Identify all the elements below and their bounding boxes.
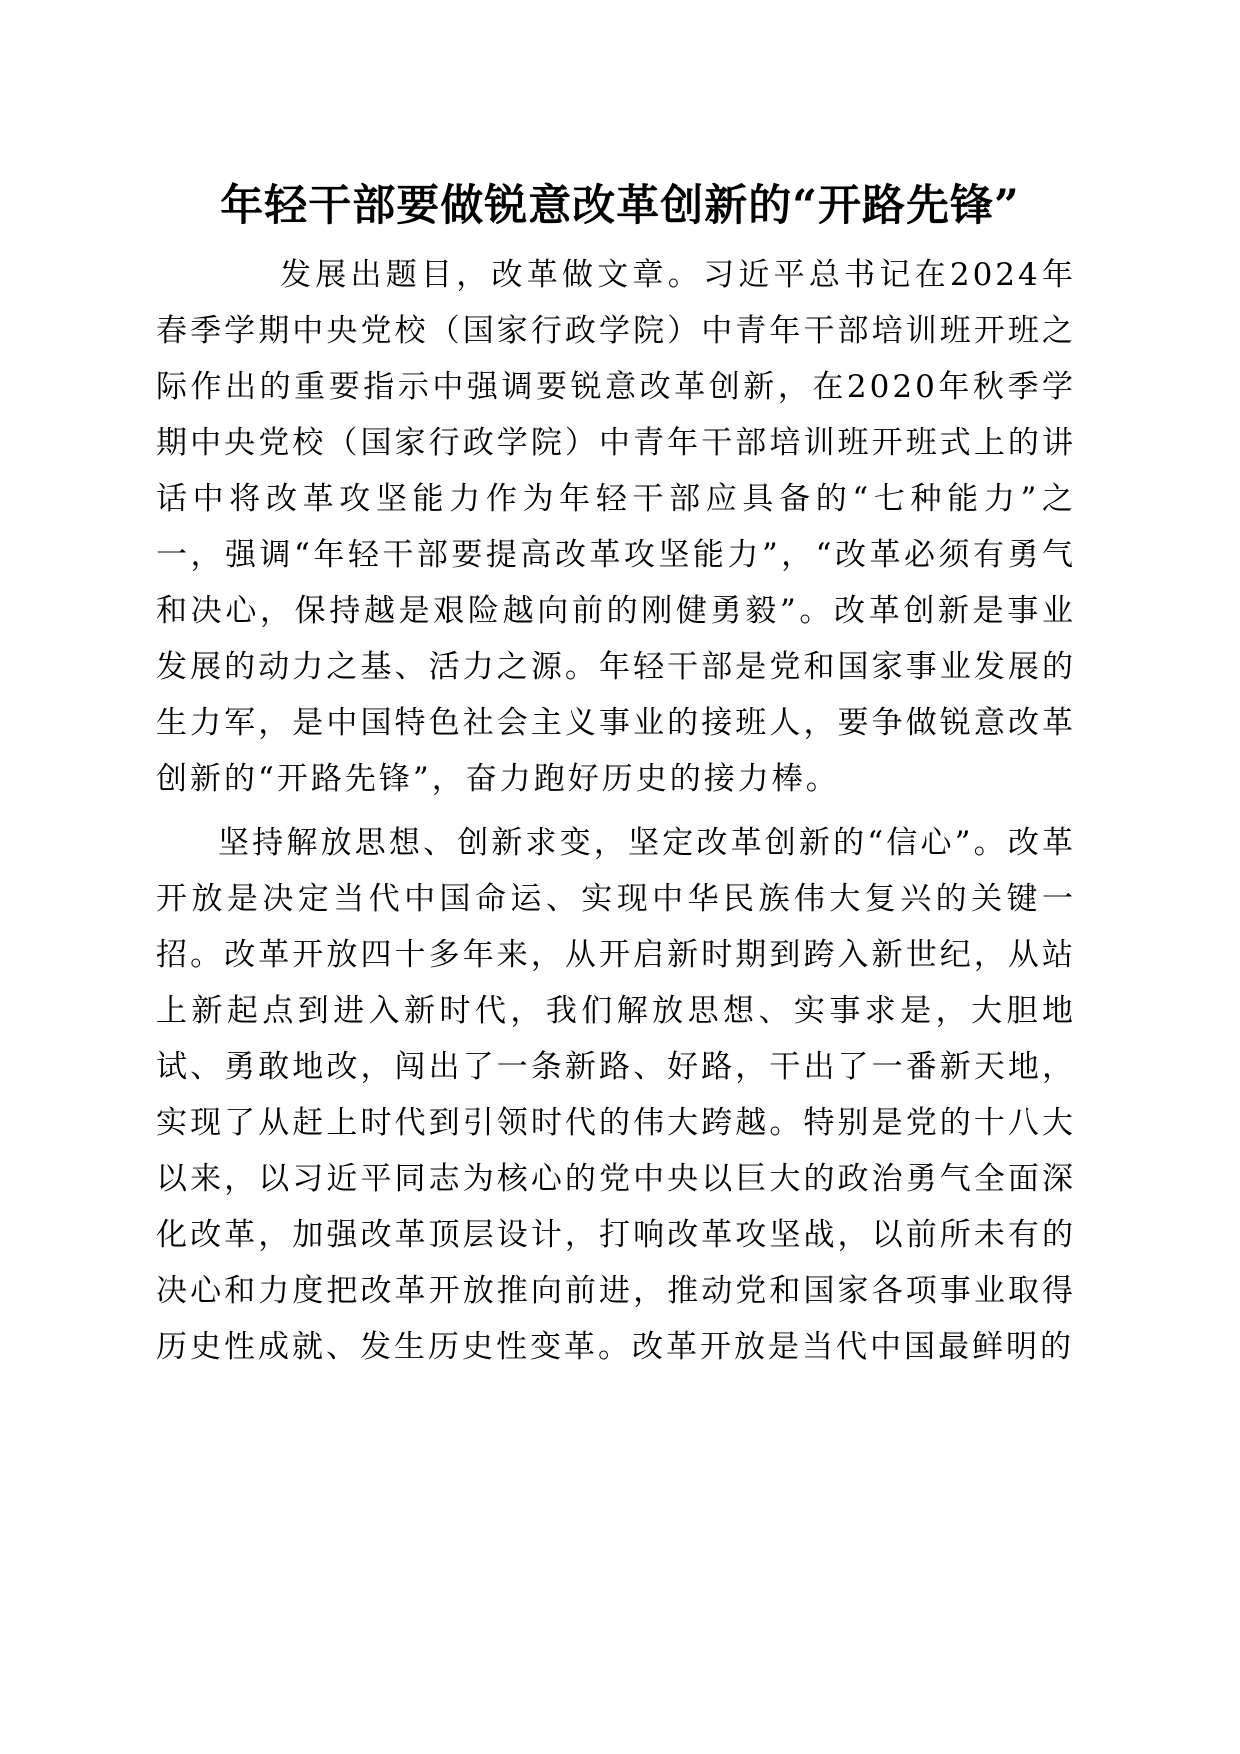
paragraph-1: 发展出题目，改革做文章。习近平总书记在2024年春季学期中央党校（国家行政学院）中青年干部培训班开班之际作出的重要指示中强调要锐意改革创新，在2020年秋季学期中央党校（国家行政学院）中青年干部培训班开班式上的讲话中将改革攻坚能力作为年轻干部应具备的“七种能力”之一，强调“年轻干部要提高改革攻坚能力”，“改革必须有勇气和决心，保持越是艰险越向前的刚健勇毅”。改革创新是事业发展的动力之基、活力之源。年轻干部是党和国家事业发展的生力军，是中国特色社会主义事业的接班人，要争做锐意改革创新的“开路先锋”，奋力跑好历史的接力棒。 [156,257,1076,797]
document-body [156,247,1076,1375]
paragraph-2: 坚持解放思想、创新求变，坚定改革创新的“信心”。改革开放是决定当代中国命运、实现中华民族伟大复兴的关键一招。改革开放四十多年来，从开启新时期到跨入新世纪，从站上新起点到进入新时代，我们解放思想、实事求是，大胆地试、勇敢地改，闯出了一条新路、好路，干出了一番新天地，实现了从赶上时代到引领时代的伟大跨越。特别是党的十八大以来，以习近平同志为核心的党中央以巨大的政治勇气全面深化改革，加强改革顶层设计，打响改革攻坚战，以前所未有的决心和力度把改革开放推向前进，推动党和国家各项事业取得历史性成就、发生历史性变革。改革开放是当代中国最鲜明的 [156,825,1076,1365]
document-title: 年轻干部要做锐意改革创新的“开路先锋” [220,181,1020,231]
